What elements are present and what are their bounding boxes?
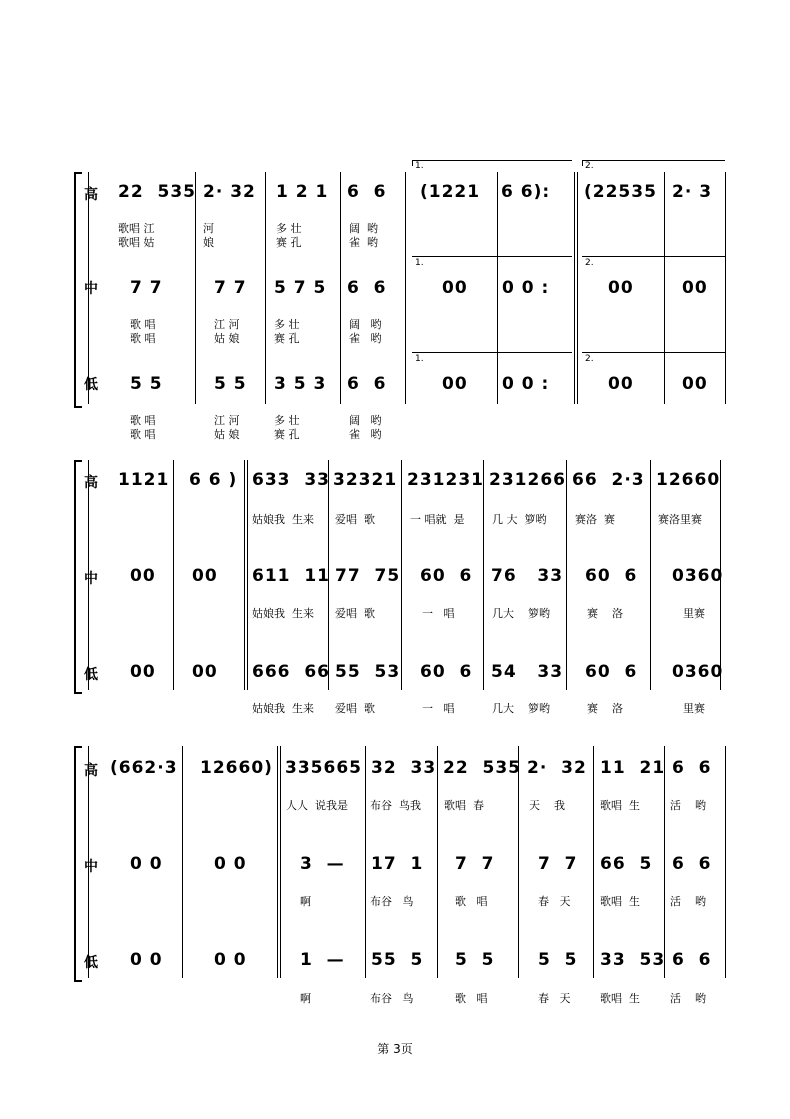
lyric: 春 天	[538, 895, 571, 908]
system-bracket	[74, 172, 82, 408]
notes: 0 0	[214, 950, 247, 970]
volta-tick	[412, 160, 413, 166]
lyric: 多 壮	[274, 318, 300, 331]
notes: 231231	[407, 470, 484, 490]
notes: 22 535	[443, 758, 521, 778]
lyric: 歌唱 姑	[118, 236, 155, 249]
barline	[497, 172, 498, 404]
voice-label-high: 高	[84, 763, 98, 779]
page-number: 第 3页	[377, 1042, 413, 1056]
barline	[244, 460, 245, 690]
lyric: 姑娘我 生来	[252, 513, 314, 526]
lyric: 多 壮	[276, 222, 302, 235]
notes: 666 66	[252, 662, 330, 682]
notes: 00	[682, 278, 708, 298]
lyric: 赛 孔	[274, 332, 300, 345]
lyric: 歌 唱	[130, 318, 156, 331]
barline	[593, 746, 594, 978]
notes: 0 0 :	[502, 278, 550, 298]
lyric: 歌 唱	[130, 332, 156, 345]
lyric: 娘	[203, 236, 214, 249]
barline	[574, 172, 575, 404]
notes: 6 6):	[501, 182, 551, 202]
notes: 32321	[333, 470, 398, 490]
notes: 60 6	[585, 566, 638, 586]
lyric: 姑娘我 生来	[252, 702, 314, 715]
lyric: 春 天	[538, 992, 571, 1005]
lyric: 歌唱 生	[600, 799, 640, 812]
notes: 12660)	[200, 758, 273, 778]
barline	[725, 172, 726, 404]
voice-label-low: 低	[84, 667, 98, 683]
barline	[483, 460, 484, 690]
lyric: 多 壮	[274, 414, 300, 427]
barline	[265, 172, 266, 404]
notes: 5 5	[130, 374, 163, 394]
notes: 2· 3	[672, 182, 713, 202]
lyric: 赛洛 赛	[575, 513, 615, 526]
notes: 22 535	[118, 182, 196, 202]
notes: 1121	[118, 470, 170, 490]
notes: 6 6	[672, 854, 712, 874]
notes: 54 33	[491, 662, 564, 682]
lyric: 姑 娘	[214, 428, 240, 441]
notes: 6 6	[347, 278, 387, 298]
notes: 1 2 1	[276, 182, 329, 202]
notes: 2· 32	[527, 758, 587, 778]
barline	[518, 746, 519, 978]
lyric: 歌 唱	[455, 992, 488, 1005]
lyric: 阔 哟	[349, 222, 378, 235]
lyric: 阔 哟	[349, 318, 382, 331]
volta-line	[412, 160, 572, 161]
notes: 1 —	[300, 950, 345, 970]
volta-line	[582, 352, 725, 353]
notes: 5 7 5	[274, 278, 327, 298]
lyric: 歌唱 春	[444, 799, 484, 812]
lyric: 一 唱	[422, 702, 455, 715]
volta-line	[412, 256, 572, 257]
notes: (1221	[420, 182, 481, 202]
barline	[280, 746, 281, 978]
notes: 0 0	[130, 854, 163, 874]
notes: 00	[608, 278, 634, 298]
voice-label-high: 高	[84, 187, 98, 203]
notes: 00	[192, 662, 218, 682]
barline	[401, 460, 402, 690]
notes: 335665	[285, 758, 362, 778]
lyric: 布谷 鸟	[370, 895, 414, 908]
notes: 32 33	[371, 758, 437, 778]
notes: 0360	[672, 662, 724, 682]
volta-line	[582, 256, 725, 257]
lyric: 一 唱就 是	[410, 513, 465, 526]
lyric: 布谷 鸟我	[370, 799, 421, 812]
notes: 12660	[656, 470, 721, 490]
system-bracket	[74, 746, 82, 982]
notes: 7 7	[538, 854, 578, 874]
notes: 3 5 3	[274, 374, 327, 394]
notes: 17 1	[371, 854, 424, 874]
notes: 5 5	[538, 950, 578, 970]
notes: 6 6	[672, 758, 712, 778]
volta-line	[412, 352, 572, 353]
notes: 00	[130, 662, 156, 682]
notes: 00	[682, 374, 708, 394]
notes: 6 6 )	[189, 470, 238, 490]
lyric: 雀 哟	[349, 332, 382, 345]
notes: 00	[442, 374, 468, 394]
notes: 60 6	[585, 662, 638, 682]
notes: 76 33	[491, 566, 564, 586]
barline	[437, 746, 438, 978]
lyric: 姑娘我 生来	[252, 607, 314, 620]
volta-label: 1.	[415, 161, 424, 171]
barline	[365, 746, 366, 978]
lyric: 歌唱 生	[600, 895, 640, 908]
lyric: 活 哟	[670, 799, 706, 812]
notes: 7 7	[130, 278, 163, 298]
notes: 66 2·3	[572, 470, 645, 490]
lyric: 里赛	[683, 607, 705, 620]
voice-label-low: 低	[84, 955, 98, 971]
lyric: 布谷 鸟	[370, 992, 414, 1005]
barline	[340, 172, 341, 404]
voice-label-mid: 中	[84, 859, 98, 875]
lyric: 爱唱 歌	[335, 702, 375, 715]
lyric: 赛 洛	[587, 607, 623, 620]
barline	[277, 746, 278, 978]
lyric: 歌 唱	[130, 414, 156, 427]
lyric: 姑 娘	[214, 332, 240, 345]
notes: 231266	[489, 470, 566, 490]
lyric: 爱唱 歌	[335, 513, 375, 526]
lyric: 歌 唱	[130, 428, 156, 441]
volta-line	[582, 160, 725, 161]
volta-label: 2.	[585, 161, 594, 171]
system-bracket	[74, 460, 82, 694]
lyric: 赛 孔	[276, 236, 302, 249]
notes: 6 6	[347, 182, 387, 202]
notes: 33 53	[600, 950, 666, 970]
notes: 0360	[672, 566, 724, 586]
lyric: 活 哟	[670, 992, 706, 1005]
lyric: 几大 箩哟	[492, 702, 550, 715]
notes: (22535	[584, 182, 657, 202]
lyric: 河	[203, 222, 214, 235]
barline	[195, 172, 196, 404]
lyric: 爱唱 歌	[335, 607, 375, 620]
barline	[566, 460, 567, 690]
barline	[650, 460, 651, 690]
voice-label-mid: 中	[84, 281, 98, 297]
voice-label-low: 低	[84, 377, 98, 393]
lyric: 歌 唱	[455, 895, 488, 908]
barline	[577, 172, 578, 404]
lyric: 活 哟	[670, 895, 706, 908]
lyric: 天 我	[529, 799, 565, 812]
notes: 55 5	[371, 950, 424, 970]
notes: 7 7	[455, 854, 495, 874]
notes: (662·3	[110, 758, 178, 778]
notes: 60 6	[420, 662, 473, 682]
lyric: 赛洛里赛	[658, 513, 702, 526]
lyric: 雀 哟	[349, 236, 378, 249]
notes: 0 0	[130, 950, 163, 970]
volta-label: 1.	[415, 354, 424, 364]
notes: 60 6	[420, 566, 473, 586]
notes: 6 6	[347, 374, 387, 394]
lyric: 啊	[300, 992, 311, 1005]
lyric: 赛 洛	[587, 702, 623, 715]
barline	[664, 746, 665, 978]
lyric: 几大 箩哟	[492, 607, 550, 620]
lyric: 歌唱 江	[118, 222, 155, 235]
barline	[247, 460, 248, 690]
voice-label-mid: 中	[84, 571, 98, 587]
notes: 00	[130, 566, 156, 586]
barline	[405, 172, 406, 404]
lyric: 江 河	[214, 414, 240, 427]
volta-label: 2.	[585, 258, 594, 268]
lyric: 一 唱	[422, 607, 455, 620]
volta-tick	[582, 160, 583, 166]
lyric: 阔 哟	[349, 414, 382, 427]
lyric: 里赛	[683, 702, 705, 715]
volta-label: 1.	[415, 258, 424, 268]
notes: 5 5	[455, 950, 495, 970]
voice-label-high: 高	[84, 475, 98, 491]
notes: 0 0	[214, 854, 247, 874]
notes: 3 —	[300, 854, 345, 874]
notes: 00	[608, 374, 634, 394]
notes: 11 21	[600, 758, 666, 778]
lyric: 人人 说我是	[286, 799, 348, 812]
notes: 633 33	[252, 470, 330, 490]
barline	[664, 172, 665, 404]
lyric: 雀 哟	[349, 428, 382, 441]
notes: 00	[192, 566, 218, 586]
volta-label: 2.	[585, 354, 594, 364]
lyric: 啊	[300, 895, 311, 908]
lyric: 赛 孔	[274, 428, 300, 441]
lyric: 歌唱 生	[600, 992, 640, 1005]
notes: 611 11	[252, 566, 330, 586]
barline	[173, 460, 174, 690]
notes: 2· 32	[203, 182, 256, 202]
notes: 66 5	[600, 854, 653, 874]
barline	[725, 746, 726, 978]
notes: 7 7	[214, 278, 247, 298]
notes: 6 6	[672, 950, 712, 970]
notes: 55 53	[335, 662, 401, 682]
notes: 5 5	[214, 374, 247, 394]
barline	[182, 746, 183, 978]
notes: 77 75	[335, 566, 401, 586]
notes: 00	[442, 278, 468, 298]
notes: 0 0 :	[502, 374, 550, 394]
lyric: 几 大 箩哟	[492, 513, 547, 526]
lyric: 江 河	[214, 318, 240, 331]
